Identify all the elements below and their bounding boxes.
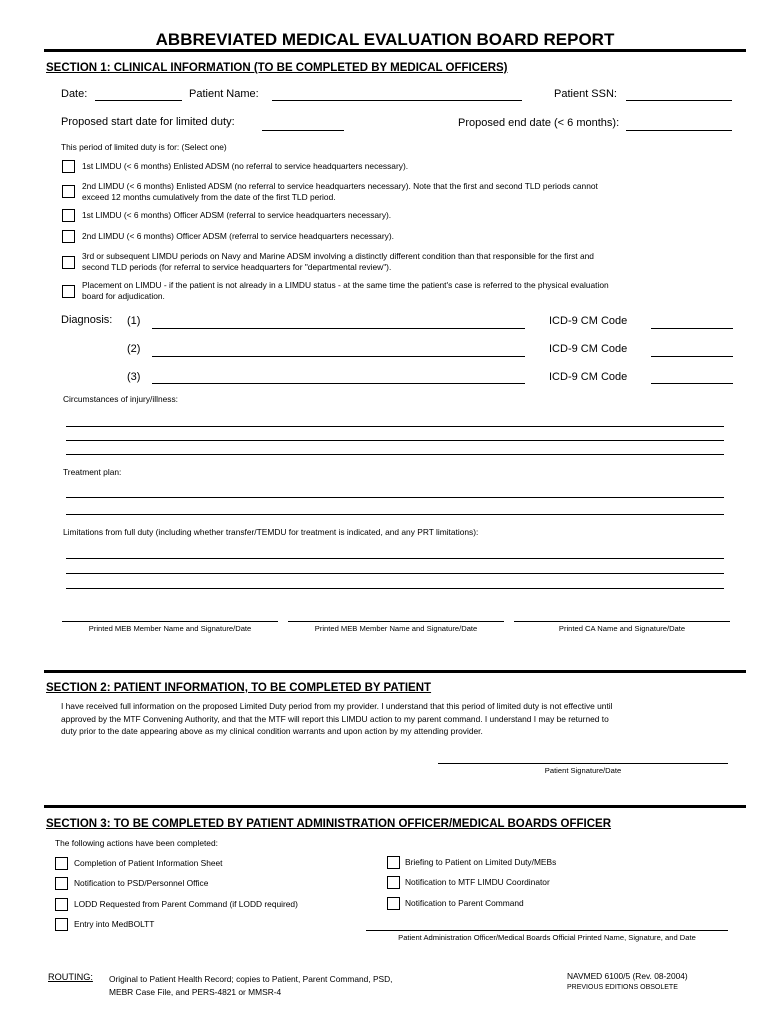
section3-intro: The following actions have been completed: — [55, 838, 218, 848]
treatment-label: Treatment plan: — [63, 467, 122, 477]
icd-code-field-2[interactable] — [651, 356, 733, 357]
option-text-5: 3rd or subsequent LIMDU periods on Navy and Marine ADSM involving a distinctly different condition than that responsible for the first and second TLD periods (for referral to service headquarters for "departmental review"). — [82, 251, 594, 272]
icd-code-field-1[interactable] — [651, 328, 733, 329]
routing-text: Original to Patient Health Record; copies to Patient, Parent Command, PSD, MEBR Case File, and PERS-4821 or MMSR-4 — [109, 974, 393, 997]
patient-name-label: Patient Name: — [189, 88, 259, 100]
date-label: Date: — [61, 88, 88, 100]
label-lodd-requested: LODD Requested from Parent Command (if LODD required) — [74, 899, 298, 909]
diagnosis-number-1: (1) — [127, 315, 141, 327]
circumstances-label: Circumstances of injury/illness: — [63, 394, 178, 404]
form-title: ABBREVIATED MEDICAL EVALUATION BOARD REPORT — [155, 30, 615, 49]
icd-code-label-3: ICD-9 CM Code — [549, 371, 628, 383]
label-psd-notification: Notification to PSD/Personnel Office — [74, 878, 209, 888]
treatment-line-1[interactable] — [66, 497, 724, 498]
title-rule — [44, 49, 746, 52]
option-text-2: 2nd LIMDU (< 6 months) Enlisted ADSM (no referral to service headquarters necessary). Note that the first and second TLD periods cannot exceed 12 months cumulatively from the date of the first TLD period. — [82, 181, 598, 202]
option-checkbox-6[interactable] — [62, 285, 75, 298]
select-one-note: This period of limited duty is for: (Select one) — [61, 142, 227, 152]
circumstances-line-2[interactable] — [66, 440, 724, 441]
checkbox-patient-info-sheet[interactable] — [55, 857, 68, 870]
limitations-label: Limitations from full duty (including whether transfer/TEMDU for treatment is indicated, and any PRT limitations): — [63, 527, 479, 537]
diagnosis-field-1[interactable] — [152, 328, 525, 329]
checkbox-medboltt-entry[interactable] — [55, 918, 68, 931]
date-field[interactable] — [95, 100, 182, 101]
diagnosis-number-2: (2) — [127, 343, 141, 355]
option-checkbox-3[interactable] — [62, 209, 75, 222]
patient-name-field[interactable] — [272, 100, 522, 101]
obsolete-notice: PREVIOUS EDITIONS OBSOLETE — [567, 984, 678, 991]
circumstances-line-3[interactable] — [66, 454, 724, 455]
section2-heading: SECTION 2: PATIENT INFORMATION, TO BE COMPLETED BY PATIENT — [46, 682, 432, 694]
option-checkbox-4[interactable] — [62, 230, 75, 243]
option-checkbox-1[interactable] — [62, 160, 75, 173]
diagnosis-number-3: (3) — [127, 371, 141, 383]
ca-signature-line[interactable] — [514, 621, 730, 622]
section2-rule — [44, 670, 746, 673]
start-date-field[interactable] — [262, 130, 344, 131]
patient-signature-line[interactable] — [438, 763, 728, 764]
icd-code-label-1: ICD-9 CM Code — [549, 315, 628, 327]
checkbox-lodd-requested[interactable] — [55, 898, 68, 911]
admin-officer-signature-caption: Patient Administration Officer/Medical Boards Official Printed Name, Signature, and Date — [398, 933, 696, 942]
checkbox-psd-notification[interactable] — [55, 877, 68, 890]
checkbox-briefing-to-patient[interactable] — [387, 856, 400, 869]
section3-heading: SECTION 3: TO BE COMPLETED BY PATIENT ADMINISTRATION OFFICER/MEDICAL BOARDS OFFICER — [46, 818, 612, 830]
diagnosis-label: Diagnosis: — [61, 314, 113, 326]
section1-heading: SECTION 1: CLINICAL INFORMATION (TO BE COMPLETED BY MEDICAL OFFICERS) — [46, 62, 508, 74]
diagnosis-field-2[interactable] — [152, 356, 525, 357]
patient-signature-caption: Patient Signature/Date — [544, 766, 622, 775]
treatment-line-2[interactable] — [66, 514, 724, 515]
end-date-label: Proposed end date (< 6 months): — [458, 117, 620, 129]
option-text-1: 1st LIMDU (< 6 months) Enlisted ADSM (no referral to service headquarters necessary). — [82, 161, 409, 171]
label-limdu-coordinator: Notification to MTF LIMDU Coordinator — [405, 877, 550, 887]
start-date-label: Proposed start date for limited duty: — [61, 116, 235, 128]
option-text-4: 2nd LIMDU (< 6 months) Officer ADSM (referral to service headquarters necessary). — [82, 231, 394, 241]
option-checkbox-2[interactable] — [62, 185, 75, 198]
limitations-line-1[interactable] — [66, 558, 724, 559]
icd-code-field-3[interactable] — [651, 383, 733, 384]
admin-officer-signature-line[interactable] — [366, 930, 728, 931]
checkbox-parent-command[interactable] — [387, 897, 400, 910]
option-text-3: 1st LIMDU (< 6 months) Officer ADSM (referral to service headquarters necessary). — [82, 210, 392, 220]
meb-member-1-signature-line[interactable] — [62, 621, 278, 622]
label-patient-info-sheet: Completion of Patient Information Sheet — [74, 858, 223, 868]
meb-member-1-signature-caption: Printed MEB Member Name and Signature/Date — [88, 624, 252, 633]
label-briefing-to-patient: Briefing to Patient on Limited Duty/MEBs — [405, 857, 557, 867]
checkbox-limdu-coordinator[interactable] — [387, 876, 400, 889]
option-text-6: Placement on LIMDU - if the patient is not already in a LIMDU status - at the same time the patient's case is referred to the physical evaluation board for adjudication. — [82, 280, 609, 301]
diagnosis-field-3[interactable] — [152, 383, 525, 384]
label-medboltt-entry: Entry into MedBOLTT — [74, 919, 155, 929]
label-parent-command: Notification to Parent Command — [405, 898, 524, 908]
meb-member-2-signature-line[interactable] — [288, 621, 504, 622]
icd-code-label-2: ICD-9 CM Code — [549, 343, 628, 355]
patient-ssn-field[interactable] — [626, 100, 732, 101]
ca-signature-caption: Printed CA Name and Signature/Date — [558, 624, 686, 633]
section2-statement: I have received full information on the proposed Limited Duty period from my provider. I understand that this period of limited duty is not effective until approved by the MTF Convening Authority, and that the MTF will report this LIMDU action to my parent command. I understand I may be returned to duty prior to the date appearing above as my clinical condition warrants and upon action by my attending provider. — [61, 701, 613, 736]
option-checkbox-5[interactable] — [62, 256, 75, 269]
limitations-line-2[interactable] — [66, 573, 724, 574]
routing-label: ROUTING: — [48, 972, 93, 982]
end-date-field[interactable] — [626, 130, 732, 131]
limitations-line-3[interactable] — [66, 588, 724, 589]
circumstances-line-1[interactable] — [66, 426, 724, 427]
form-number: NAVMED 6100/5 (Rev. 08-2004) — [567, 971, 688, 981]
section3-rule — [44, 805, 746, 808]
patient-ssn-label: Patient SSN: — [554, 88, 617, 100]
meb-member-2-signature-caption: Printed MEB Member Name and Signature/Date — [314, 624, 478, 633]
